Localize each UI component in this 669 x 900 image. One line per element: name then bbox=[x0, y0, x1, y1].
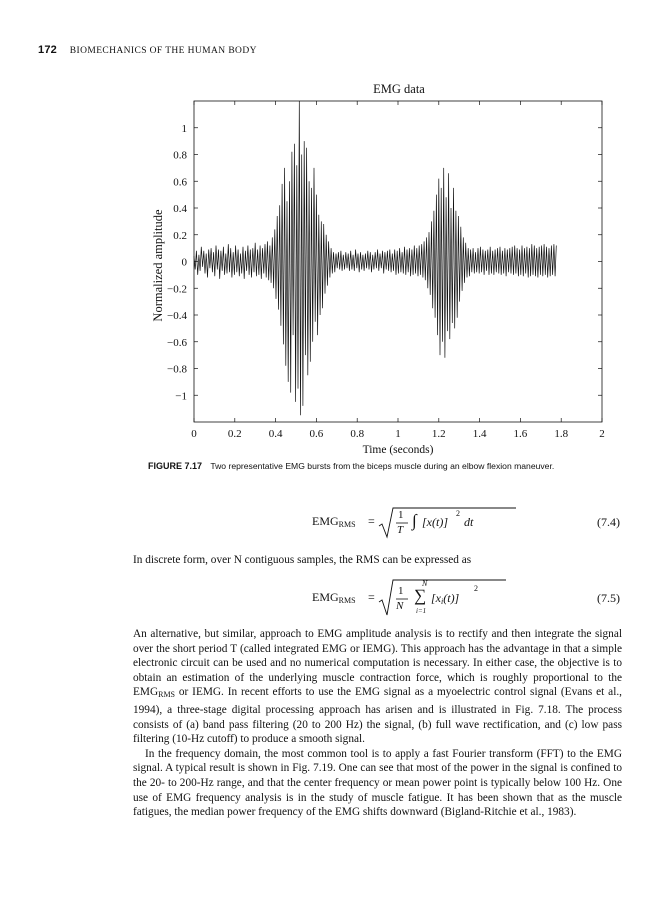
paragraph-1-sub: RMS bbox=[158, 690, 176, 700]
emg-series-line bbox=[194, 101, 556, 415]
eq74-equals: = bbox=[368, 514, 375, 528]
figure-caption-text: Two representative EMG bursts from the biceps muscle during an elbow flexion maneuver. bbox=[210, 461, 555, 471]
eq75-body-end: (t)] bbox=[443, 591, 460, 605]
page-number: 172 bbox=[38, 44, 57, 56]
eq74-denominator: T bbox=[397, 524, 404, 536]
y-tick-label: −0.2 bbox=[167, 283, 187, 296]
y-tick-label: −0.4 bbox=[167, 310, 187, 322]
body-text bbox=[133, 627, 622, 820]
y-tick-label: −1 bbox=[175, 390, 187, 403]
x-tick-label: 0.2 bbox=[227, 428, 242, 440]
eq75-sum-upper: N bbox=[422, 579, 428, 588]
eq74-dt: dt bbox=[464, 515, 474, 529]
x-tick-label: 2 bbox=[599, 428, 605, 440]
paragraph-2: In the frequency domain, the most common tool is to apply a fast Fourier transform (FFT) to the EMG signal. A typical result is shown in Fig. 7.19. One can see that most of the power in the signal is confined to the 20- to 200-Hz range, and that the center frequency or mean power point is typically below 100 Hz. One use of EMG frequency analysis is in the study of muscle fatigue. It has been shown that as the muscle fatigues, the median power frequency of the EMG shifts downward (Bigland-Ritchie et al., 1983). bbox=[133, 747, 622, 819]
paragraph-1-part-b: or IEMG. In recent efforts to use the EMG signal as a myoelectric control signal (Evans et al., 1994), a three-stage digital processing approach has arisen and is illustrated in Fig. 7.18. The process consists of (a) band pass filtering (20 to 200 Hz) the signal, (b) full wave rectification, and (c) low pass filtering (10-Hz cutoff) to produce a smooth signal. bbox=[133, 686, 622, 746]
x-tick-label: 1.8 bbox=[554, 428, 569, 440]
equation-number-7-5: (7.5) bbox=[597, 591, 620, 605]
x-tick-label: 1.2 bbox=[431, 428, 446, 440]
x-tick-label: 0.6 bbox=[309, 428, 324, 440]
eq74-lhs: EMG bbox=[312, 514, 339, 528]
eq75-sum-lower: i=1 bbox=[416, 607, 427, 615]
y-tick-label: 1 bbox=[181, 122, 187, 135]
x-tick-label: 1 bbox=[395, 428, 401, 440]
equation-number-7-4: (7.4) bbox=[597, 515, 620, 529]
eq74-lhs-sub: RMS bbox=[338, 520, 356, 529]
eq75-body-sub: i bbox=[441, 597, 444, 606]
eq75-denominator: N bbox=[396, 600, 404, 612]
x-tick-label: 0.4 bbox=[268, 428, 283, 440]
eq75-body: [x bbox=[431, 591, 441, 605]
eq75-power: 2 bbox=[474, 584, 478, 593]
x-tick-label: 0 bbox=[191, 428, 197, 440]
paragraph-1-part-a: An alternative, but similar, approach to EMG amplitude analysis is to rectify and then integrate the signal over the short period T (called integrated EMG or IEMG). This approach has the advantage in that a simple electronic circuit can be used and no numerical computation is necessary. In either case, the objective is to obtain an estimation of the underlying muscle contraction force, which is roughly proportional to the EMG bbox=[133, 628, 622, 699]
eq75-sigma: ∑ bbox=[414, 586, 427, 605]
eq74-power: 2 bbox=[456, 509, 460, 518]
eq74-numerator: 1 bbox=[398, 509, 404, 521]
y-tick-label: 0.4 bbox=[173, 203, 187, 215]
figure-caption bbox=[148, 461, 554, 471]
discrete-form-text: In discrete form, over N contiguous samples, the RMS can be expressed as bbox=[133, 554, 472, 566]
y-axis-label: Normalized amplitude bbox=[151, 209, 165, 322]
x-tick-label: 1.4 bbox=[472, 428, 487, 440]
y-tick-label: 0.6 bbox=[173, 176, 187, 189]
x-tick-label: 1.6 bbox=[513, 428, 528, 440]
y-tick-label: 0.2 bbox=[173, 229, 187, 242]
eq75-numerator: 1 bbox=[398, 585, 404, 597]
running-title: BIOMECHANICS OF THE HUMAN BODY bbox=[69, 46, 257, 56]
y-tick-label: 0 bbox=[181, 256, 187, 269]
figure-label: FIGURE 7.17 bbox=[148, 461, 203, 471]
x-tick-label: 0.8 bbox=[350, 428, 365, 440]
chart-title: EMG data bbox=[373, 82, 425, 96]
equation-7-5 bbox=[312, 578, 512, 618]
eq75-equals: = bbox=[368, 590, 375, 604]
y-tick-label: 0.8 bbox=[173, 149, 187, 162]
x-axis-label: Time (seconds) bbox=[362, 444, 434, 456]
eq74-body: [x(t)] bbox=[422, 515, 448, 529]
eq75-lhs: EMG bbox=[312, 590, 339, 604]
eq75-lhs-sub: RMS bbox=[338, 596, 356, 605]
equation-7-4 bbox=[312, 506, 512, 540]
y-tick-label: −0.8 bbox=[167, 363, 187, 376]
y-tick-label: −0.6 bbox=[167, 336, 187, 349]
paragraph-1 bbox=[133, 627, 622, 747]
eq74-integral: ∫ bbox=[412, 511, 417, 530]
